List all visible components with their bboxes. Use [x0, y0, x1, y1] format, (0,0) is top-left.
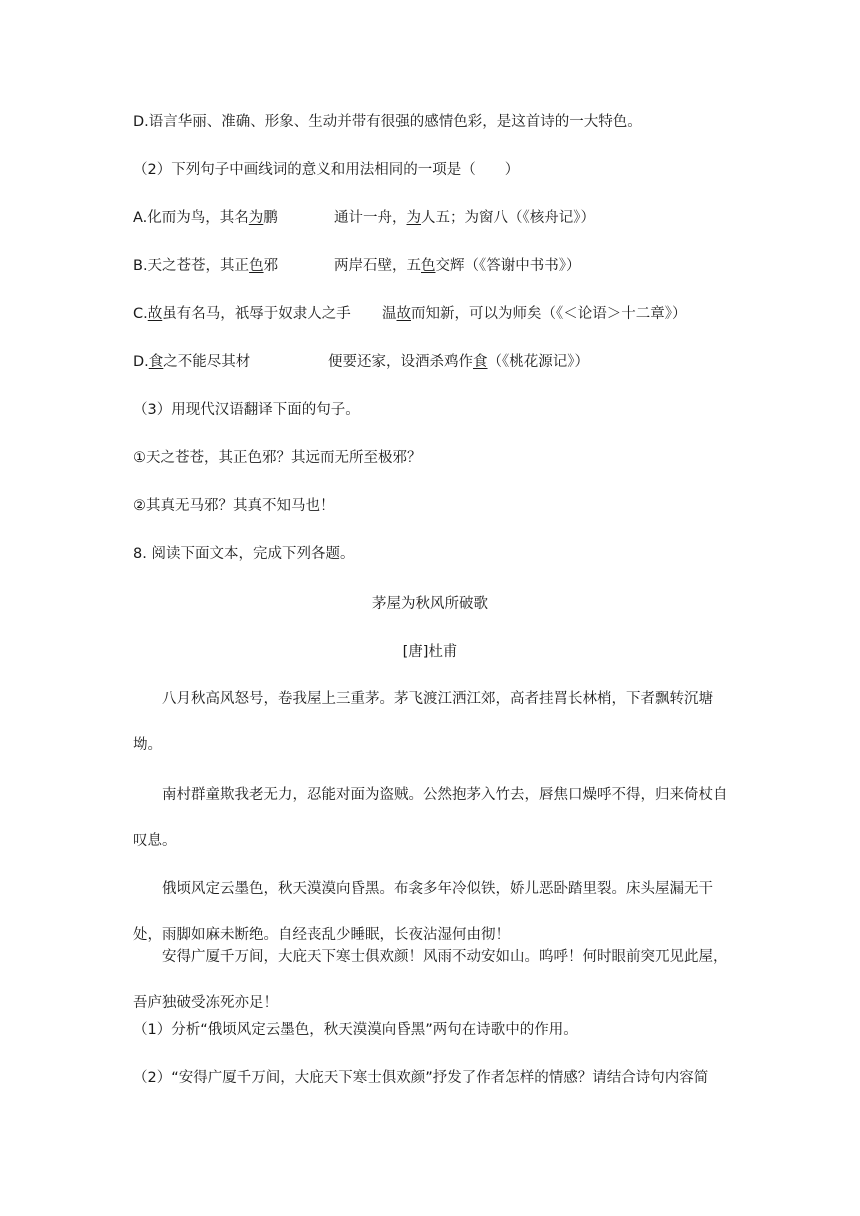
- poem-paragraph: 南村群童欺我老无力，忍能对面为盗贼。公然抱茅入竹去，唇焦口燥呼不得，归来倚杖自叹息。: [133, 787, 728, 849]
- option-d-line: D.语言华丽、准确、形象、生动并带有很强的感情色彩，是这首诗的一大特色。: [133, 114, 642, 130]
- underlined-word: 故: [147, 306, 163, 322]
- question-3-prompt: （3）用现代汉语翻译下面的句子。: [133, 402, 360, 418]
- underlined-word: 食: [148, 354, 164, 370]
- underlined-word: 为: [248, 210, 264, 226]
- poem-author: [唐]杜甫: [402, 644, 458, 660]
- underlined-word: 故: [396, 306, 411, 322]
- option-c-left: C.故虽有名马，祇辱于奴隶人之手: [133, 306, 351, 322]
- translate-item-2: ②其真无马邪？其真不知马也！: [133, 498, 335, 514]
- poem-title: 茅屋为秋风所破歌: [372, 596, 488, 612]
- question-2-prompt: （2）下列句子中画线词的意义和用法相同的一项是（ ）: [133, 162, 520, 178]
- underlined-word: 色: [421, 258, 436, 274]
- option-b-left: B.天之苍苍，其正色邪: [133, 258, 279, 274]
- option-a-right: 通计一舟，为人五；为窗八（《核舟记》）: [334, 210, 595, 226]
- poem-paragraph: 俄顷风定云墨色，秋天漠漠向昏黑。布衾多年冷似铁，娇儿恶卧踏里裂。床头屋漏无干处，雨脚如麻未断绝。自经丧乱少睡眠，长夜沾湿何由彻！: [133, 881, 713, 943]
- option-a-left: A.化而为鸟，其名为鹏: [133, 210, 278, 226]
- underlined-word: 色: [249, 258, 264, 274]
- question-8-sub2: （2）“安得广厦千万间，大庇天下寒士俱欢颜”抒发了作者怎样的情感？请结合诗句内容简: [133, 1070, 709, 1086]
- question-8-sub1: （1）分析“俄顷风定云墨色，秋天漠漠向昏黑”两句在诗歌中的作用。: [133, 1022, 578, 1038]
- translate-item-1: ①天之苍苍，其正色邪？其远而无所至极邪？: [133, 450, 422, 466]
- option-d2-right: 便要还家，设酒杀鸡作食（《桃花源记》）: [328, 354, 589, 370]
- poem-paragraph: 八月秋高风怒号，卷我屋上三重茅。茅飞渡江洒江郊，高者挂罥长林梢，下者飘转沉塘坳。: [133, 691, 713, 753]
- underlined-word: 为: [406, 210, 421, 226]
- option-b-right: 两岸石壁，五色交辉（《答谢中书书》）: [334, 258, 581, 274]
- option-d2-left: D.食之不能尽其材: [133, 354, 251, 370]
- question-8-intro: 8. 阅读下面文本，完成下列各题。: [133, 546, 355, 562]
- option-c-right: 温故而知新，可以为师矣（《＜论语＞十二章》）: [382, 306, 687, 322]
- underlined-word: 食: [473, 354, 488, 370]
- poem-paragraph: 安得广厦千万间，大庇天下寒士俱欢颜！风雨不动安如山。呜呼！何时眼前突兀见此屋，吾庐独破受冻死亦足！: [133, 949, 728, 1011]
